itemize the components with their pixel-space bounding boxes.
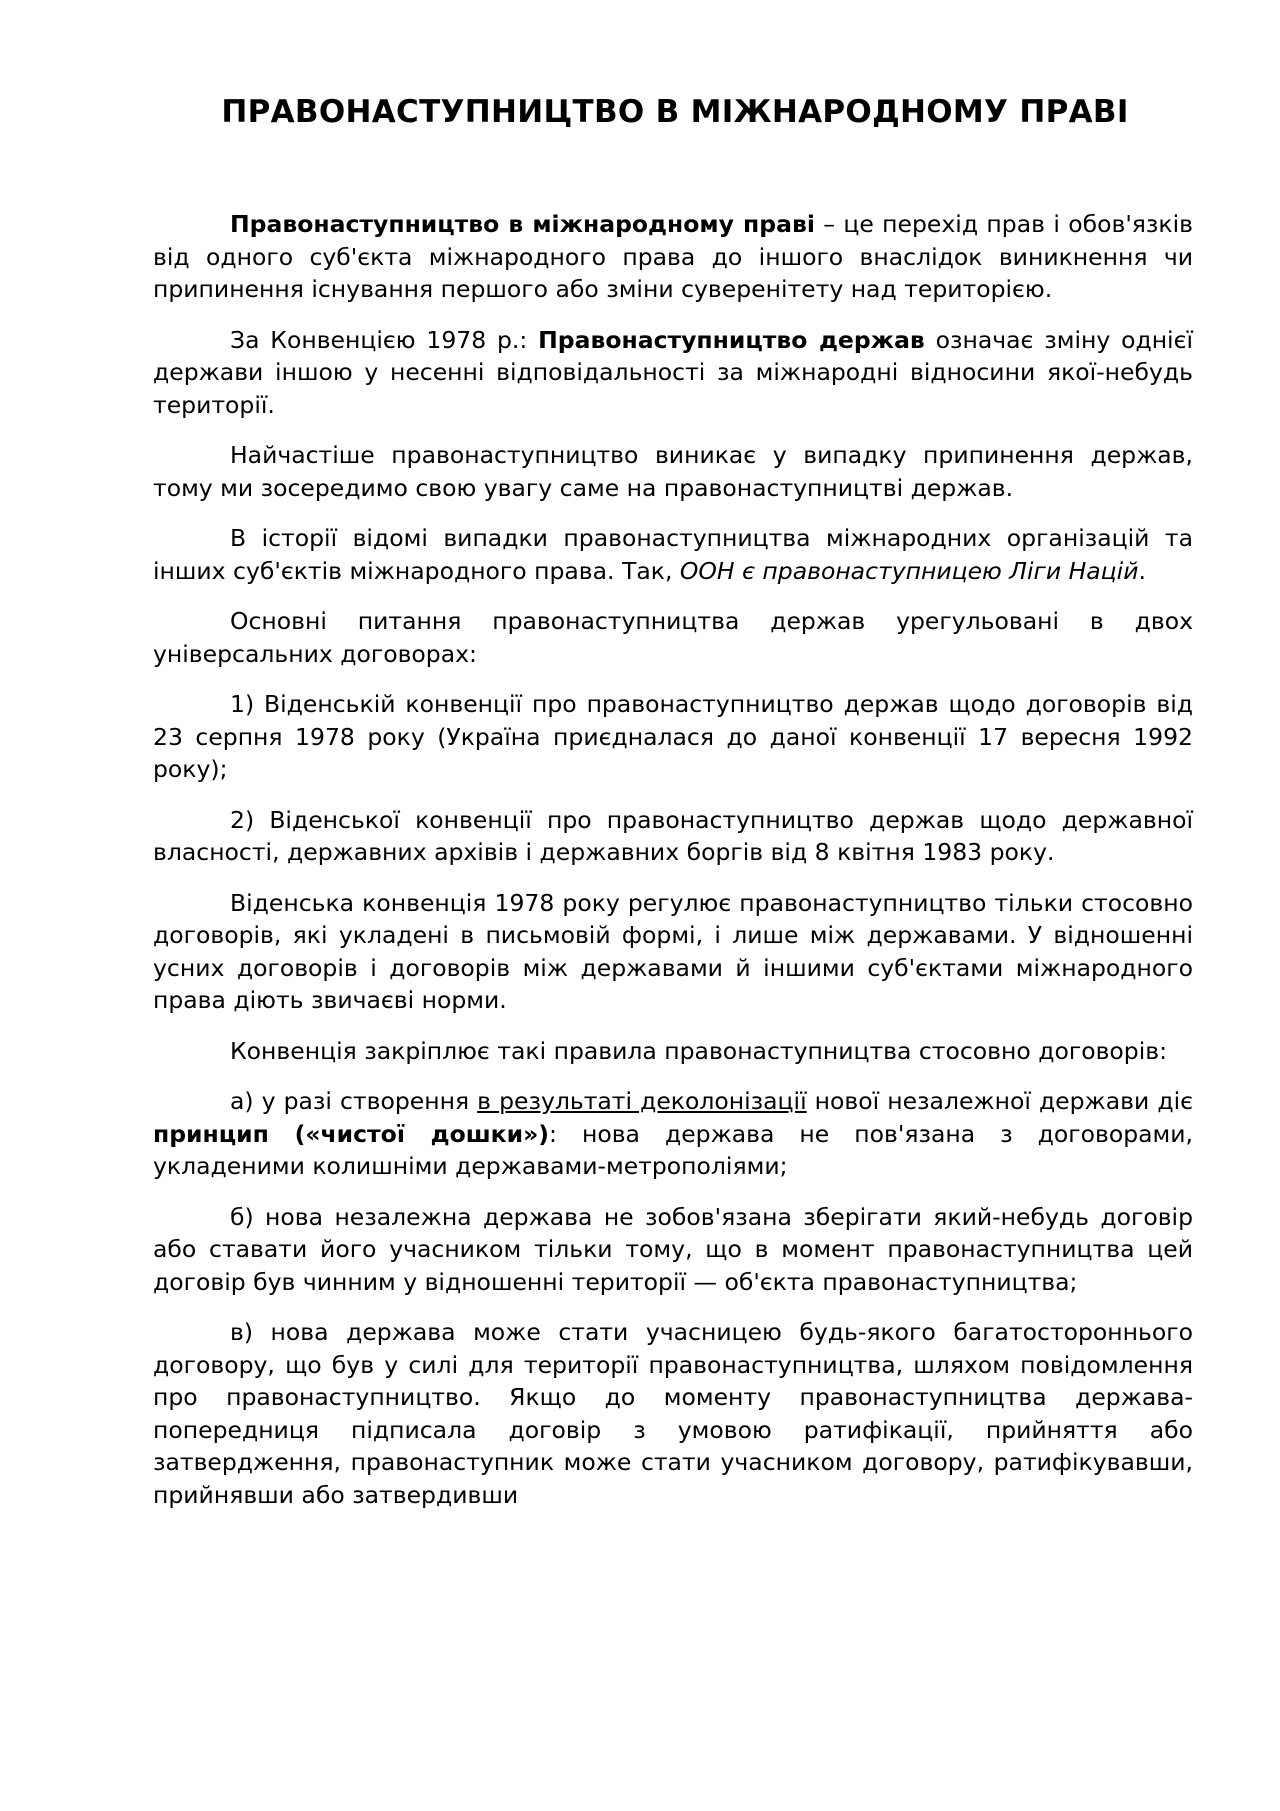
text-run: нової незалежної держави діє — [806, 1087, 1193, 1115]
text-run: : нова держава не пов'язана з договорами, укладеними колишніми державами-метрополіями; — [153, 1119, 1193, 1180]
text-run: Основні питання правонаступництва держав урегульовані в двох універсальних договорах: — [153, 607, 1193, 668]
paragraph — [153, 1201, 1193, 1299]
document-body — [153, 208, 1193, 1529]
paragraph — [153, 804, 1193, 869]
paragraph — [153, 522, 1193, 587]
text-run: 1) Віденській конвенції про правонаступництво держав щодо договорів від 23 серпня 1978 року (Україна приєдналася до даної конвенції 17 вересня 1992 року); — [153, 690, 1193, 783]
text-run: Конвенція закріплює такі правила правонаступництва стосовно договорів: — [230, 1036, 1168, 1065]
text-run: б) нова незалежна держава не зобов'язана зберігати який-небудь договір або ставати його учасником тільки тому, що в момент правонаступництва цей договір був чинним у відношенні території — об'єкта правонаступництва; — [153, 1202, 1193, 1296]
text-run: 2) Віденської конвенції про правонаступництво держав щодо державної власності, державних архівів і державних боргів від 8 квітня 1983 року. — [153, 805, 1193, 866]
text-run: означає зміну однієї держави іншою у несенні відповідальності за міжнародні відносини якої-небудь території. — [153, 325, 1194, 419]
text-run: Найчастіше правонаступництво виникає у випадку припинення держав, тому ми зосередимо свою увагу саме на правонаступництві держав. — [153, 441, 1193, 502]
text-run: За Конвенцією 1978 р.: — [230, 325, 539, 354]
text-run: – це перехід прав і обов'язків від одного суб'єкта міжнародного права до іншого внаслідок виникнення чи припинення існування першого або зміни суверенітету над територією. — [153, 210, 1193, 303]
text-run: в) нова держава може стати учасницею будь-якого багатостороннього договору, що був у силі для території правонаступництва, шляхом повідомлення про правонаступництво. Якщо до моменту правонаступництва держава-попередниця підписала договір з умовою ратифікації, прийняття або затвердження, правонаступник може стати учасником договору, ратифікувавши, прийнявши або затвердивши — [153, 1318, 1193, 1509]
paragraph — [153, 887, 1193, 1017]
paragraph — [153, 605, 1193, 670]
bold-text-run: Правонаступництво держав — [538, 325, 925, 354]
paragraph — [153, 1085, 1193, 1183]
paragraph — [153, 688, 1193, 786]
text-run: Віденська конвенція 1978 року регулює правонаступництво тільки стосовно договорів, які укладені в письмовій формі, і лише між державами. У відношенні усних договорів і договорів між державами й іншими суб'єктами міжнародного права діють звичаєві норми. — [153, 888, 1193, 1014]
paragraph — [153, 1035, 1193, 1068]
bold-text-run: принцип («чистої дошки») — [153, 1119, 550, 1148]
text-run: В історії відомі випадки правонаступництва міжнародних організацій та інших суб'єктів міжнародного права. Так, — [153, 524, 1193, 585]
text-run: а) у разі створення — [230, 1087, 478, 1115]
text-run: . — [1138, 556, 1146, 585]
paragraph — [153, 324, 1193, 422]
paragraph — [153, 439, 1193, 504]
bold-text-run: Правонаступництво в міжнародному праві — [230, 210, 815, 238]
document-title: ПРАВОНАСТУПНИЦТВО В МІЖНАРОДНОМУ ПРАВІ — [221, 94, 1129, 130]
paragraph — [153, 1316, 1193, 1511]
underline-text-run: в результаті деколонізації — [477, 1087, 807, 1115]
paragraph — [153, 208, 1193, 306]
italic-text-run: ООН є правонаступницею Ліги Націй — [679, 556, 1139, 585]
